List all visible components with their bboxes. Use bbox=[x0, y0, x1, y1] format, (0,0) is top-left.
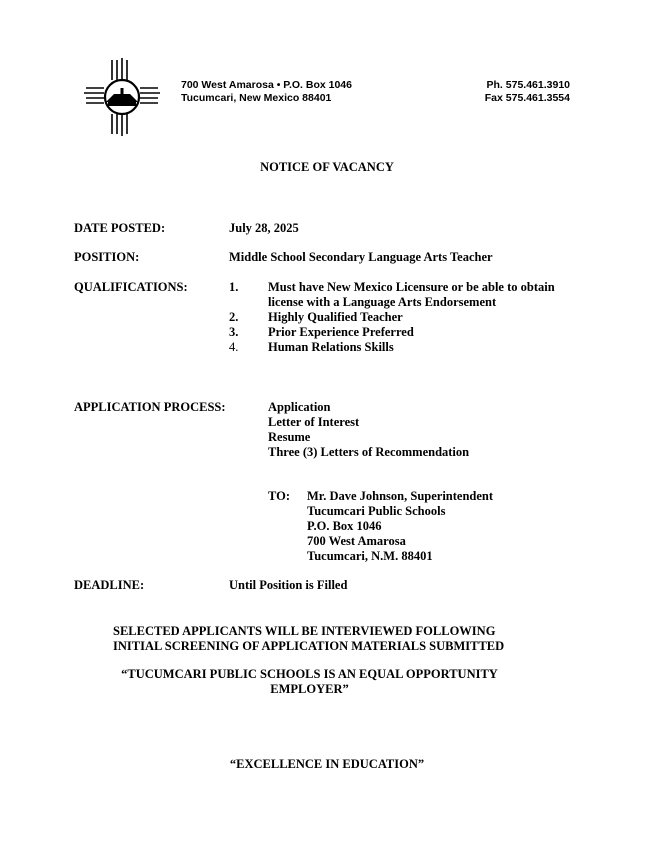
qualification-number: 3. bbox=[229, 325, 239, 339]
send-to-line: 700 West Amarosa bbox=[307, 534, 406, 548]
fax-number: Fax 575.461.3554 bbox=[484, 92, 570, 104]
application-item: Three (3) Letters of Recommendation bbox=[268, 445, 470, 459]
district-logo bbox=[84, 58, 160, 136]
phone-number: Ph. 575.461.3910 bbox=[486, 79, 570, 91]
send-to-label: TO: bbox=[268, 489, 290, 503]
position-label: POSITION: bbox=[74, 250, 140, 264]
interview-notice-line: INITIAL SCREENING OF APPLICATION MATERIALS SUBMITTED bbox=[113, 639, 505, 653]
deadline-value: Until Position is Filled bbox=[229, 578, 348, 592]
send-to-line: Tucumcari, N.M. 88401 bbox=[307, 549, 433, 563]
qualification-number: 2. bbox=[229, 310, 239, 324]
letterhead-contact bbox=[485, 79, 570, 105]
send-to-line: Tucumcari Public Schools bbox=[307, 504, 446, 518]
qualification-line: license with a Language Arts Endorsement bbox=[268, 295, 497, 309]
eeo-line: EMPLOYER” bbox=[270, 682, 349, 696]
address-line-2: Tucumcari, New Mexico 88401 bbox=[181, 92, 332, 104]
address-line-1: 700 West Amarosa • P.O. Box 1046 bbox=[181, 79, 352, 91]
send-to-line: Mr. Dave Johnson, Superintendent bbox=[307, 489, 494, 503]
qualification-number: 4. bbox=[229, 340, 239, 354]
eeo-line: “TUCUMCARI PUBLIC SCHOOLS IS AN EQUAL OPPORTUNITY bbox=[121, 667, 498, 681]
date-posted-value: July 28, 2025 bbox=[229, 221, 299, 235]
application-item: Resume bbox=[268, 430, 311, 444]
date-posted-label: DATE POSTED: bbox=[74, 221, 166, 235]
qualification-item: Prior Experience Preferred bbox=[268, 325, 414, 339]
qualification-item: Highly Qualified Teacher bbox=[268, 310, 403, 324]
qualification-line: Must have New Mexico Licensure or be able to obtain bbox=[268, 280, 555, 294]
interview-notice bbox=[113, 624, 504, 654]
qualification-item: Human Relations Skills bbox=[268, 340, 394, 354]
send-to-address bbox=[307, 489, 493, 564]
deadline-label: DEADLINE: bbox=[74, 578, 145, 592]
zia-sun-mesa-logo-icon bbox=[84, 58, 160, 136]
interview-notice-line: SELECTED APPLICANTS WILL BE INTERVIEWED FOLLOWING bbox=[113, 624, 496, 638]
qualification-number: 1. bbox=[229, 280, 239, 294]
qualifications-label: QUALIFICATIONS: bbox=[74, 280, 188, 294]
page-title: NOTICE OF VACANCY bbox=[260, 160, 394, 174]
motto: “EXCELLENCE IN EDUCATION” bbox=[229, 757, 425, 771]
application-process-label: APPLICATION PROCESS: bbox=[74, 400, 226, 414]
qualification-item bbox=[268, 280, 555, 310]
application-item: Application bbox=[268, 400, 331, 414]
letterhead-address bbox=[181, 79, 352, 105]
eeo-statement bbox=[113, 667, 506, 697]
application-item: Letter of Interest bbox=[268, 415, 360, 429]
application-process-list bbox=[268, 400, 469, 460]
send-to-line: P.O. Box 1046 bbox=[307, 519, 382, 533]
position-value: Middle School Secondary Language Arts Teacher bbox=[229, 250, 493, 264]
